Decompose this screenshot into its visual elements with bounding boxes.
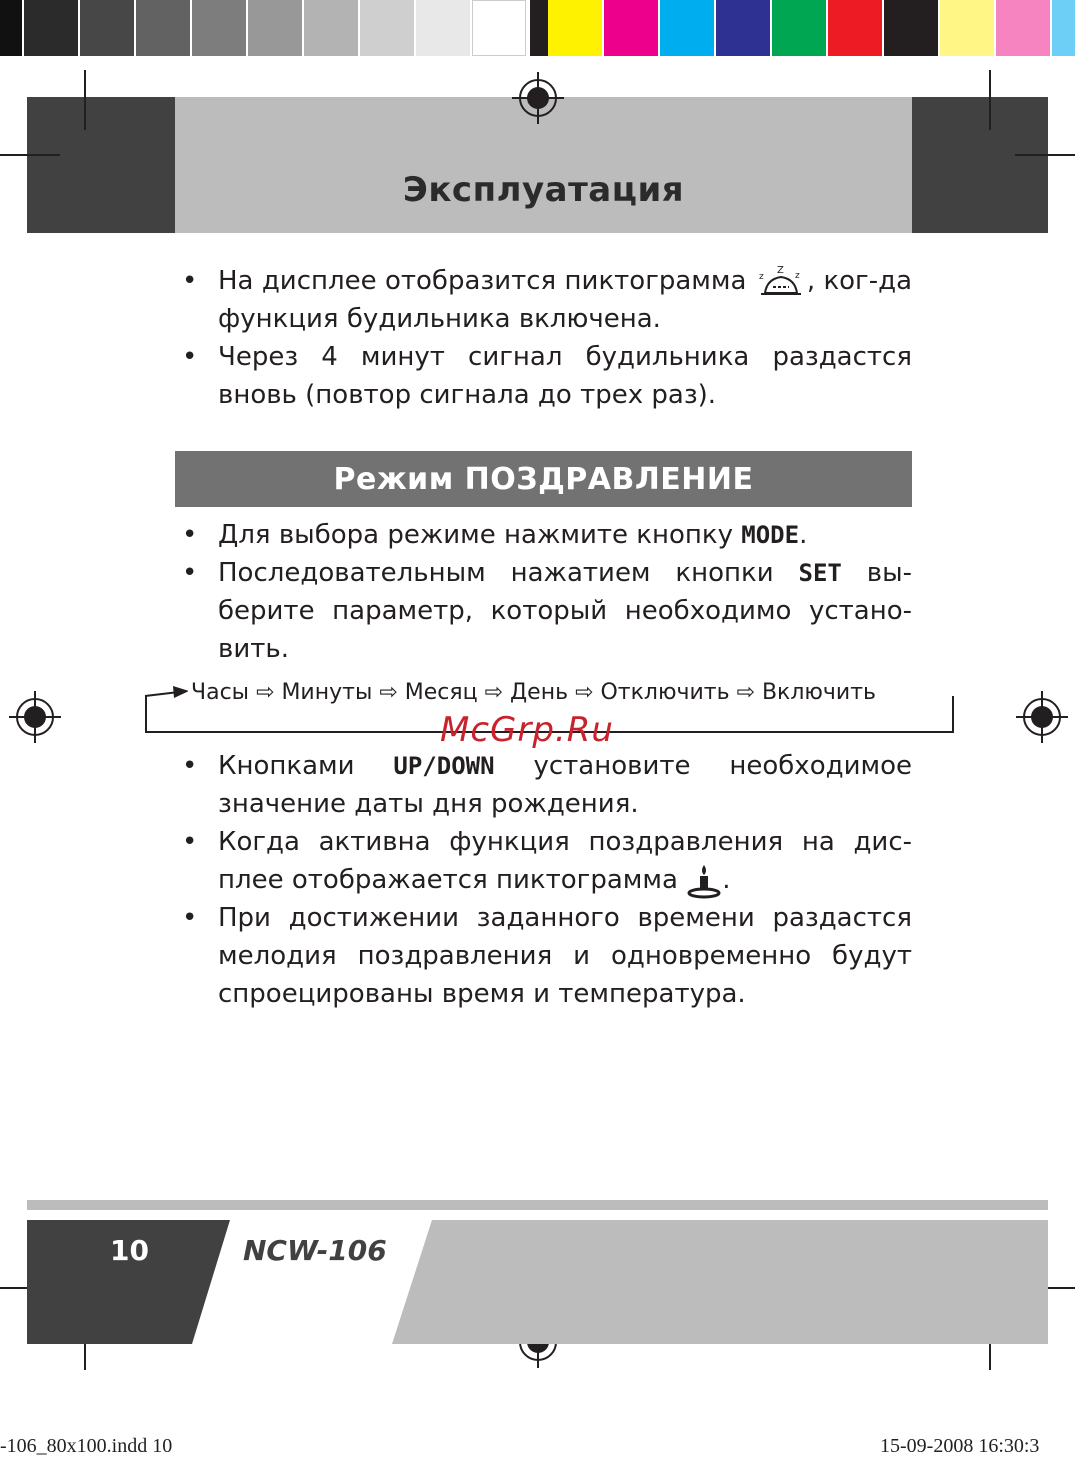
list-item: • Последовательным нажатием кнопки SET вы-берите параметр, который необходимо устано-вить. [180,554,912,668]
registration-target-icon [512,72,564,124]
page-title: Эксплуатация [402,170,685,210]
registration-target-icon [1016,691,1068,743]
svg-text:z: z [794,270,800,281]
list-item: • При достижении заданного времени раздастся мелодия поздравления и одновременно будут спроецированы время и температура. [180,899,912,1013]
list-item: • На дисплее отобразится пиктограмма z Z z , ког-да функция будильника включена. [180,262,912,338]
slug-filename: -106_80x100.indd 10 [0,1435,173,1457]
list-item: • Когда активна функция поздравления на дис-плее отображается пиктограмма . [180,823,912,899]
arrow-right-icon [143,684,193,700]
page-number: 10 [110,1234,149,1267]
candle-icon [686,863,722,899]
svg-text:Z: Z [776,264,784,276]
key-label-mode: MODE [741,521,800,549]
list-item: • Кнопками UP/DOWN установите необходимое значение даты дня рождения. [180,747,912,823]
section-title: Режим ПОЗДРАВЛЕНИЕ [175,451,912,507]
greeting-bullets-bottom [180,747,912,1013]
model-name: NCW-106 [243,1234,387,1267]
key-label-set: SET [798,559,842,587]
greeting-bullets-top [180,516,912,668]
mode-sequence: Часы ⇨ Минуты ⇨ Месяц ⇨ День ⇨ Отключить ⇨ Включить [188,680,879,705]
svg-text:z: z [758,271,764,282]
key-label-up-down: UP/DOWN [393,752,495,780]
footer-rule [27,1200,1048,1210]
alarm-bullets [180,262,912,414]
registration-target-icon [9,691,61,743]
watermark: McGrp.Ru [440,710,614,750]
list-item: • Через 4 минут сигнал будильника раздастся вновь (повтор сигнала до трех раз). [180,338,912,414]
bell-snooze-icon [755,265,807,299]
slug-timestamp: 15-09-2008 16:30:3 [880,1435,1040,1457]
footer-band [27,1220,1048,1344]
list-item: • Для выбора режиме нажмите кнопку MODE. [180,516,912,554]
